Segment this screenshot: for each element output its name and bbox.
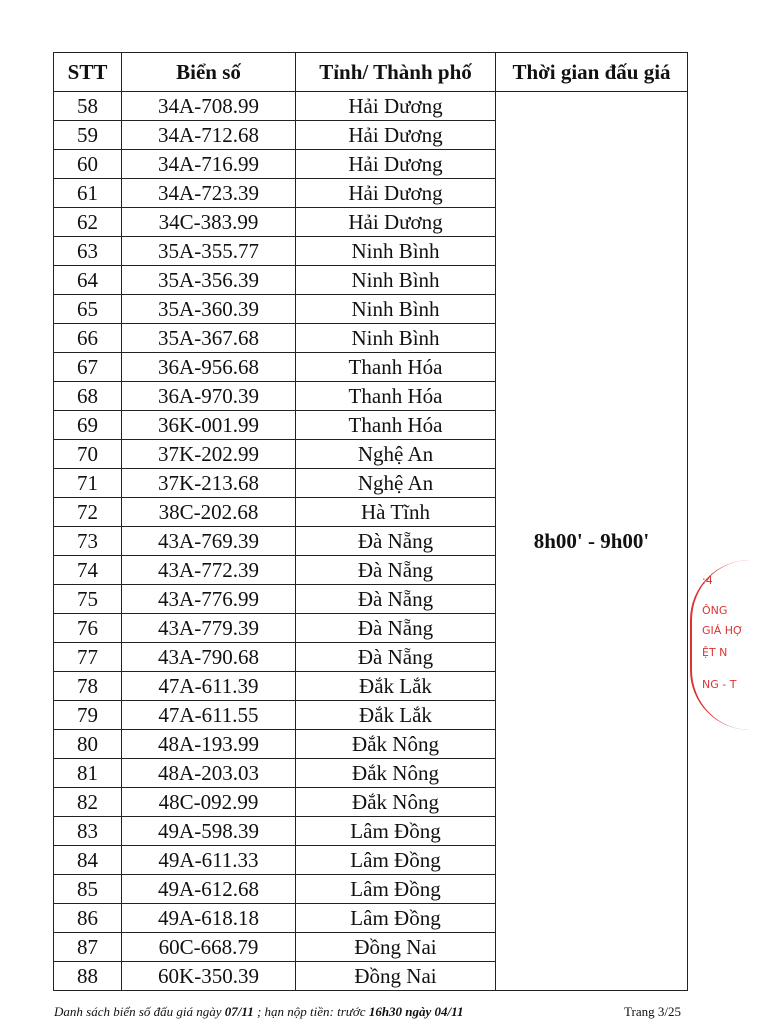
province-cell: Đồng Nai [296,933,496,962]
province-cell: Lâm Đồng [296,875,496,904]
province-cell: Lâm Đồng [296,846,496,875]
footer-middle: ; hạn nộp tiền: trước [253,1004,369,1019]
stt-cell: 73 [54,527,122,556]
stt-cell: 82 [54,788,122,817]
province-cell: Ninh Bình [296,266,496,295]
province-cell: Hải Dương [296,179,496,208]
province-cell: Nghệ An [296,469,496,498]
plate-cell: 35A-360.39 [122,295,296,324]
plate-cell: 37K-202.99 [122,440,296,469]
header-stt: STT [54,53,122,92]
province-cell: Ninh Bình [296,324,496,353]
plate-cell: 49A-611.33 [122,846,296,875]
province-cell: Hà Tĩnh [296,498,496,527]
plate-cell: 60K-350.39 [122,962,296,991]
stt-cell: 61 [54,179,122,208]
plate-cell: 36A-970.39 [122,382,296,411]
province-cell: Hải Dương [296,150,496,179]
table-row [54,92,688,121]
plate-cell: 49A-612.68 [122,875,296,904]
stt-cell: 75 [54,585,122,614]
plate-cell: 43A-790.68 [122,643,296,672]
province-cell: Đồng Nai [296,962,496,991]
stt-cell: 77 [54,643,122,672]
plate-cell: 36A-956.68 [122,353,296,382]
plate-cell: 35A-355.77 [122,237,296,266]
plate-cell: 49A-598.39 [122,817,296,846]
province-cell: Lâm Đồng [296,817,496,846]
stt-cell: 71 [54,469,122,498]
province-cell: Lâm Đồng [296,904,496,933]
footer-note [54,1004,463,1020]
footer-deadline: 16h30 ngày 04/11 [368,1004,464,1019]
plate-cell: 34C-383.99 [122,208,296,237]
stt-cell: 58 [54,92,122,121]
plate-cell: 35A-356.39 [122,266,296,295]
stt-cell: 79 [54,701,122,730]
plate-cell: 34A-716.99 [122,150,296,179]
stt-cell: 86 [54,904,122,933]
stt-cell: 81 [54,759,122,788]
stt-cell: 88 [54,962,122,991]
province-cell: Thanh Hóa [296,353,496,382]
footer-auction-date: 07/11 [224,1004,254,1019]
header-time: Thời gian đấu giá [496,53,688,92]
province-cell: Ninh Bình [296,295,496,324]
table-header-row [54,53,688,92]
plate-cell: 43A-776.99 [122,585,296,614]
province-cell: Thanh Hóa [296,411,496,440]
stt-cell: 78 [54,672,122,701]
province-cell: Nghệ An [296,440,496,469]
stt-cell: 84 [54,846,122,875]
province-cell: Đà Nẵng [296,527,496,556]
plate-cell: 48A-203.03 [122,759,296,788]
plate-cell: 36K-001.99 [122,411,296,440]
stt-cell: 67 [54,353,122,382]
auction-plate-table [53,52,688,991]
stt-cell: 60 [54,150,122,179]
plate-cell: 34A-723.39 [122,179,296,208]
province-cell: Hải Dương [296,121,496,150]
plate-cell: 60C-668.79 [122,933,296,962]
stt-cell: 76 [54,614,122,643]
plate-cell: 47A-611.39 [122,672,296,701]
province-cell: Đắk Nông [296,788,496,817]
footer-prefix: Danh sách biển số đấu giá ngày [54,1004,225,1019]
stt-cell: 87 [54,933,122,962]
province-cell: Ninh Bình [296,237,496,266]
stt-cell: 68 [54,382,122,411]
seal-text-fragment: ỆT N [702,646,728,659]
stt-cell: 70 [54,440,122,469]
province-cell: Hải Dương [296,208,496,237]
stt-cell: 80 [54,730,122,759]
stt-cell: 69 [54,411,122,440]
province-cell: Đà Nẵng [296,614,496,643]
stt-cell: 62 [54,208,122,237]
header-province: Tỉnh/ Thành phố [296,53,496,92]
plate-cell: 48C-092.99 [122,788,296,817]
province-cell: Đắk Lắk [296,701,496,730]
plate-cell: 43A-769.39 [122,527,296,556]
plate-cell: 48A-193.99 [122,730,296,759]
plate-cell: 37K-213.68 [122,469,296,498]
plate-cell: 34A-712.68 [122,121,296,150]
plate-cell: 34A-708.99 [122,92,296,121]
plate-cell: 43A-779.39 [122,614,296,643]
auction-time-cell: 8h00' - 9h00' [496,92,688,991]
province-cell: Đà Nẵng [296,585,496,614]
plate-cell: 49A-618.18 [122,904,296,933]
plate-cell: 35A-367.68 [122,324,296,353]
stt-cell: 59 [54,121,122,150]
header-plate: Biển số [122,53,296,92]
province-cell: Đắk Nông [296,759,496,788]
seal-text-fragment: GIÁ HỢ [702,624,744,637]
province-cell: Đắk Lắk [296,672,496,701]
seal-text-fragment: ÔNG [702,604,728,617]
stt-cell: 85 [54,875,122,904]
seal-text-fragment: NG - T [702,678,737,691]
plate-cell: 38C-202.68 [122,498,296,527]
stt-cell: 63 [54,237,122,266]
seal-text-fragment: :4 [702,574,713,587]
stt-cell: 72 [54,498,122,527]
red-seal-stamp [690,560,772,730]
stt-cell: 83 [54,817,122,846]
plate-cell: 47A-611.55 [122,701,296,730]
province-cell: Đà Nẵng [296,556,496,585]
province-cell: Hải Dương [296,92,496,121]
province-cell: Đắk Nông [296,730,496,759]
province-cell: Đà Nẵng [296,643,496,672]
stt-cell: 74 [54,556,122,585]
stt-cell: 66 [54,324,122,353]
province-cell: Thanh Hóa [296,382,496,411]
plate-cell: 43A-772.39 [122,556,296,585]
stt-cell: 64 [54,266,122,295]
stt-cell: 65 [54,295,122,324]
page-number: Trang 3/25 [624,1004,681,1019]
